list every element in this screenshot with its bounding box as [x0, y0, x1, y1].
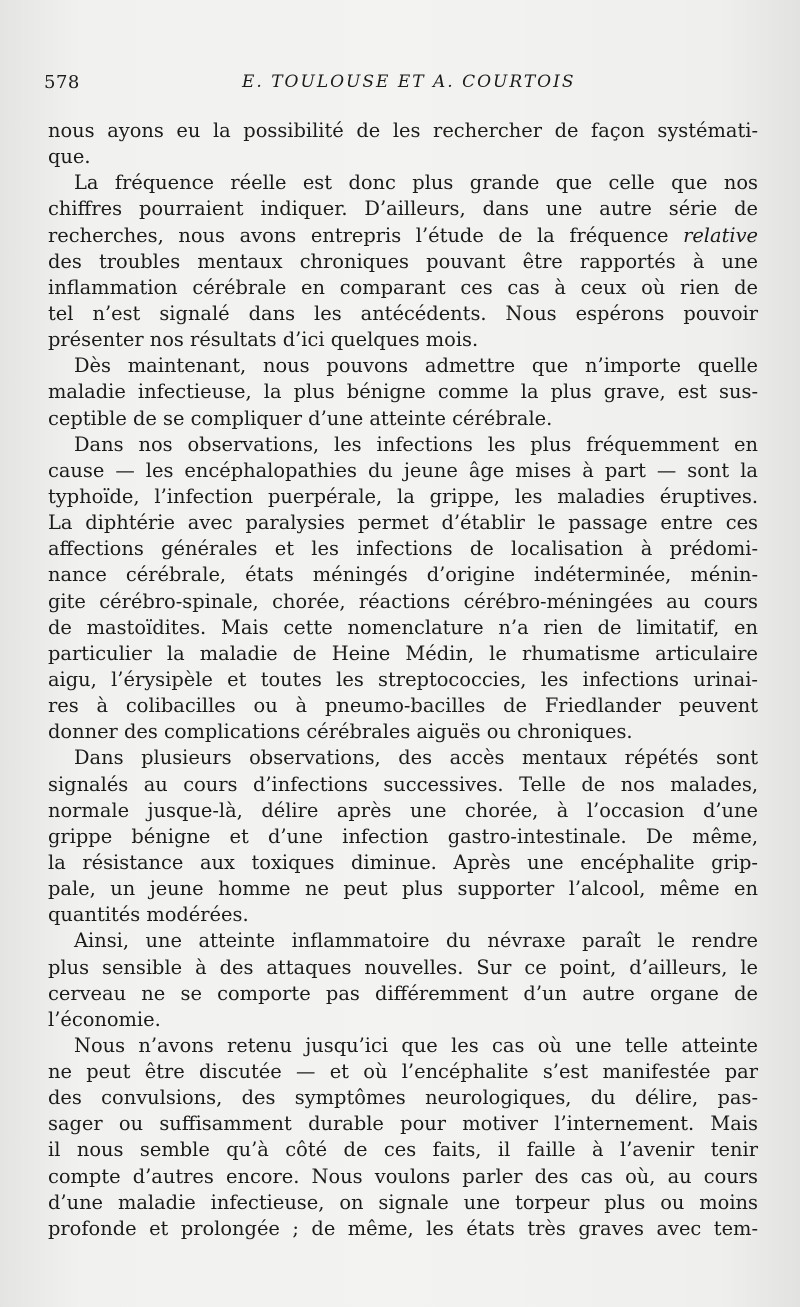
text-line: La fréquence réelle est donc plus grande que celle que nos — [74, 171, 758, 195]
text-line: la résistance aux toxiques diminue. Après une encéphalite grip- — [48, 850, 758, 874]
text-line: plus sensible à des attaques nouvelles. Sur ce point, d’ailleurs, le — [48, 955, 758, 979]
text-line: ne peut être discutée — et où l’encéphalite s’est manifestée par — [48, 1060, 758, 1084]
text-line: des troubles mentaux chroniques pouvant être rapportés à une — [48, 249, 758, 273]
text-line: particulier la maladie de Heine Médin, le rhumatisme articulaire — [48, 641, 758, 665]
text-line: Dans plusieurs observations, des accès mentaux répétés sont — [74, 746, 758, 770]
text-line: tel n’est signalé dans les antécédents. Nous espérons pouvoir — [48, 301, 758, 325]
text-line: donner des complications cérébrales aiguës ou chroniques. — [48, 720, 633, 744]
text-line: des convulsions, des symptômes neurologiques, du délire, pas- — [48, 1086, 758, 1110]
text-line: quantités modérées. — [48, 903, 249, 927]
text-line: gite cérébro-spinale, chorée, réactions cérébro-méningées au cours — [48, 589, 758, 613]
text-line: ceptible de se compliquer d’une atteinte cérébrale. — [48, 406, 553, 430]
text-line: inflammation cérébrale en comparant ces cas à ceux où rien de — [48, 275, 758, 299]
text-line: il nous semble qu’à côté de ces faits, il faille à l’avenir tenir — [48, 1138, 758, 1162]
page-number: 578 — [44, 72, 80, 93]
running-head: E. TOULOUSE ET A. COURTOIS — [242, 72, 576, 92]
text-line: affections générales et les infections de localisation à prédomi- — [48, 537, 758, 561]
text-line: nance cérébrale, états méningés d’origine indéterminée, ménin- — [48, 563, 758, 587]
text-line: l’économie. — [48, 1007, 161, 1031]
text-line: signalés au cours d’infections successives. Telle de nos malades, — [48, 772, 758, 796]
text-segment: recherches, nous avons entrepris l’étude de la fréquence relative — [48, 223, 758, 247]
text-line: cerveau ne se comporte pas différemment d’un autre organe de — [48, 981, 758, 1005]
text-line: de mastoïdites. Mais cette nomenclature n’a rien de limitatif, en — [48, 615, 758, 639]
text-line: maladie infectieuse, la plus bénigne comme la plus grave, est sus- — [48, 380, 758, 404]
emphasized-word: relative — [683, 223, 758, 247]
text-line: profonde et prolongée ; de même, les états très graves avec tem- — [48, 1216, 758, 1240]
text-line: d’une maladie infectieuse, on signale une torpeur plus ou moins — [48, 1190, 758, 1214]
text-line: Dès maintenant, nous pouvons admettre que n’importe quelle — [74, 354, 758, 378]
text-line: grippe bénigne et d’une infection gastro-intestinale. De même, — [48, 824, 758, 848]
text-line: sager ou suffisamment durable pour motiver l’internement. Mais — [48, 1112, 758, 1136]
text-line: normale jusque-là, délire après une chorée, à l’occasion d’une — [48, 798, 758, 822]
text-line: La diphtérie avec paralysies permet d’établir le passage entre ces — [48, 511, 758, 535]
text-line: Dans nos observations, les infections les plus fréquemment en — [74, 432, 758, 456]
text-line: nous ayons eu la possibilité de les rechercher de façon systémati- — [48, 119, 758, 142]
text-line: compte d’autres encore. Nous voulons parler des cas où, au cours — [48, 1164, 758, 1188]
text-line: que. — [48, 145, 91, 169]
text-line: chiffres pourraient indiquer. D’ailleurs, dans une autre série de — [48, 197, 758, 221]
text-line: Nous n’avons retenu jusqu’ici que les cas où une telle atteinte — [74, 1033, 758, 1057]
body-text — [48, 118, 758, 1242]
text-line — [48, 223, 758, 249]
text-line: typhoïde, l’infection puerpérale, la grippe, les maladies éruptives. — [48, 484, 758, 508]
text-line: aigu, l’érysipèle et toutes les streptococcies, les infections urinai- — [48, 667, 758, 691]
text-line: pale, un jeune homme ne peut plus supporter l’alcool, même en — [48, 877, 758, 901]
text-line: présenter nos résultats d’ici quelques mois. — [48, 328, 479, 352]
text-line: res à colibacilles ou à pneumo-bacilles de Friedlander peuvent — [48, 694, 758, 718]
text-line: Ainsi, une atteinte inflammatoire du névraxe paraît le rendre — [74, 929, 758, 953]
text-line: cause — les encéphalopathies du jeune âge mises à part — sont la — [48, 458, 758, 482]
page-header — [44, 72, 764, 102]
